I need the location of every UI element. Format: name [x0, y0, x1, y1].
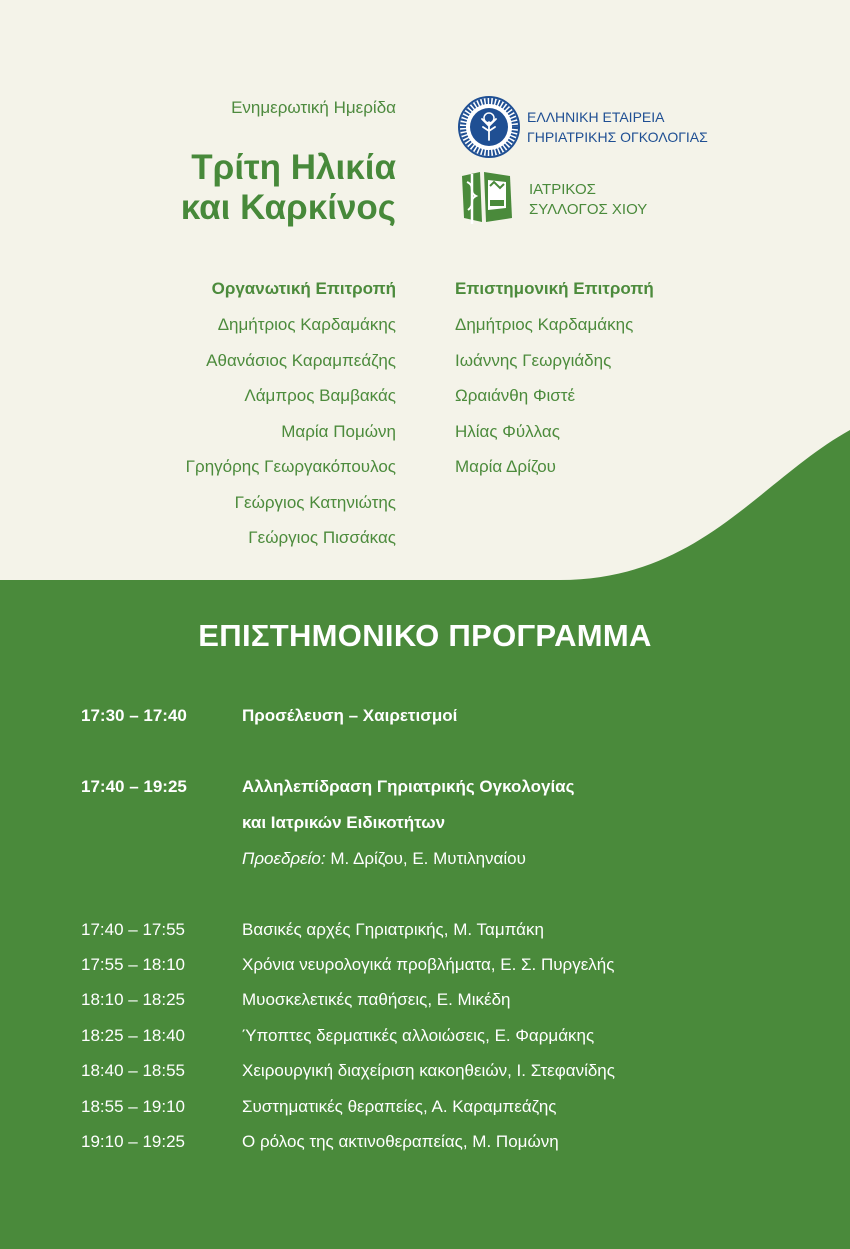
session-title-line2: και Ιατρικών Ειδικοτήτων	[242, 813, 446, 832]
program-time: 17:55 – 18:10	[81, 955, 185, 974]
committee-member: Μαρία Δρίζου	[455, 457, 556, 476]
organizing-committee-heading: Οργανωτική Επιτροπή	[211, 279, 396, 298]
chairs-label: Προεδρείο:	[242, 849, 326, 868]
event-title-line2: και Καρκίνος	[180, 188, 396, 227]
association-name	[529, 180, 647, 220]
committee-member: Λάμπρος Βαμβακάς	[244, 386, 396, 405]
program-time: 18:55 – 19:10	[81, 1097, 185, 1116]
program-time: 18:10 – 18:25	[81, 990, 185, 1009]
program-item: Προσέλευση – Χαιρετισμοί	[242, 706, 458, 725]
society-name-line1: ΕΛΛΗΝΙΚΗ ΕΤΑΙΡΕΙΑ	[527, 109, 665, 125]
program-title: ΕΠΙΣΤΗΜΟΝΙΚΟ ΠΡΟΓΡΑΜΜΑ	[198, 618, 652, 653]
scientific-committee	[455, 278, 654, 492]
committee-member: Δημήτριος Καρδαμάκης	[455, 315, 634, 334]
committee-member: Γεώργιος Πισσάκας	[248, 528, 396, 547]
association-emblem-icon	[458, 168, 520, 226]
committee-member: Μαρία Πομώνη	[281, 421, 396, 441]
program-item: Χρόνια νευρολογικά προβλήματα, Ε. Σ. Πυργελής	[242, 955, 615, 974]
committee-member: Αθανάσιος Καραμπεάζης	[206, 350, 396, 370]
committee-member: Ωραιάνθη Φιστέ	[455, 386, 576, 405]
program-time: 18:40 – 18:55	[81, 1061, 185, 1080]
program-item: Ο ρόλος της ακτινοθεραπείας, Μ. Πομώνη	[242, 1132, 559, 1151]
program-item: Συστηματικές θεραπείες, Α. Καραμπεάζης	[242, 1097, 557, 1116]
session-title-line1: Αλληλεπίδραση Γηριατρικής Ογκολογίας	[242, 777, 575, 796]
society-seal-icon	[458, 96, 520, 158]
cream-panel	[0, 0, 850, 580]
program-time: 19:10 – 19:25	[81, 1132, 185, 1151]
organizing-committee	[186, 278, 396, 563]
program-time: 18:25 – 18:40	[81, 1026, 185, 1045]
event-title-line1: Τρίτη Ηλικία	[191, 148, 396, 187]
session-chairs	[242, 849, 526, 869]
committee-member: Δημήτριος Καρδαμάκης	[217, 315, 396, 334]
scientific-committee-heading: Επιστημονική Επιτροπή	[455, 279, 654, 298]
program-item: Χειρουργική διαχείριση κακοηθειών, Ι. Στεφανίδης	[242, 1061, 615, 1080]
program-time: 17:40 – 19:25	[81, 777, 187, 796]
program-time: 17:40 – 17:55	[81, 920, 185, 939]
program-item: Ύποπτες δερματικές αλλοιώσεις, Ε. Φαρμάκης	[242, 1026, 595, 1045]
society-name	[527, 107, 708, 147]
association-name-line2: ΣΥΛΛΟΓΟΣ ΧΙΟΥ	[529, 201, 648, 218]
program-time: 17:30 – 17:40	[81, 706, 187, 725]
program-item: Βασικές αρχές Γηριατρικής, Μ. Ταμπάκη	[242, 920, 544, 939]
program-item: Μυοσκελετικές παθήσεις, Ε. Μικέδη	[242, 990, 511, 1009]
event-subtitle: Ενημερωτική Ημερίδα	[231, 98, 396, 117]
society-name-line2: ΓΗΡΙΑΤΡΙΚΗΣ ΟΓΚΟΛΟΓΙΑΣ	[527, 129, 708, 145]
chairs-names: Μ. Δρίζου, Ε. Μυτιληναίου	[325, 849, 526, 868]
committee-member: Ιωάννης Γεωργιάδης	[455, 350, 612, 370]
committee-member: Γρηγόρης Γεωργακόπουλος	[185, 457, 396, 476]
committee-member: Ηλίας Φύλλας	[455, 421, 560, 441]
committee-member: Γεώργιος Κατηνιώτης	[234, 492, 396, 512]
event-title	[181, 148, 396, 228]
association-name-line1: ΙΑΤΡΙΚΟΣ	[529, 181, 596, 198]
